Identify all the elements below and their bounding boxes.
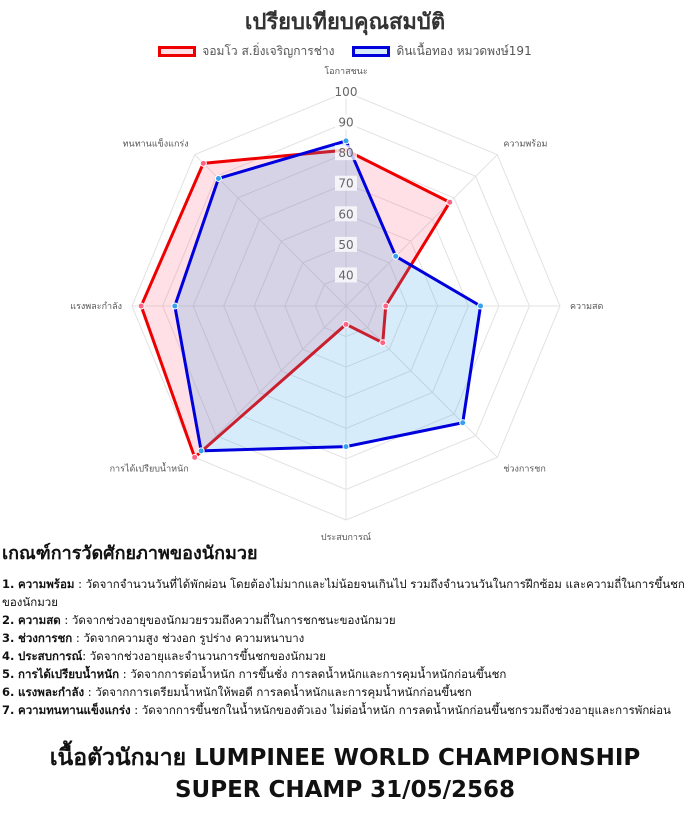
criteria-item-2 bbox=[2, 611, 686, 629]
radar-chart bbox=[0, 60, 690, 543]
footer-line-2: SUPER CHAMP 31/05/2568 bbox=[174, 777, 516, 803]
criteria-item-6 bbox=[2, 683, 686, 701]
tick-label: 40 bbox=[338, 268, 354, 283]
footer-line-1: เนื้อตัวนักมาย LUMPINEE WORLD CHAMPIONSHIP bbox=[49, 745, 641, 771]
criteria-item-5 bbox=[2, 665, 686, 683]
criteria-section bbox=[2, 538, 686, 719]
criteria-term: ความพร้อม bbox=[18, 577, 75, 591]
series-1-point bbox=[343, 321, 349, 327]
axis-label: การได้เปรียบน้ำหนัก bbox=[109, 464, 189, 475]
criteria-desc: : วัดจากความสูง ช่วงอก รูปร่าง ความหนาบาง bbox=[72, 631, 305, 645]
criteria-num: 2. bbox=[2, 613, 15, 627]
criteria-num: 3. bbox=[2, 631, 15, 645]
criteria-desc: : วัดจากช่วงอายุของนักมวยรวมถึงความถี่ในการชกชนะของนักมวย bbox=[60, 613, 396, 627]
tick-label: 50 bbox=[338, 237, 354, 252]
criteria-num: 7. bbox=[2, 703, 15, 717]
axis-label: ความพร้อม bbox=[503, 139, 548, 150]
series-2-point bbox=[343, 138, 349, 144]
series-1-point bbox=[383, 303, 389, 309]
tick-label: 80 bbox=[338, 146, 354, 161]
legend-swatch-series-1 bbox=[158, 46, 196, 57]
criteria-item-1 bbox=[2, 575, 686, 611]
series-2-point bbox=[198, 448, 204, 454]
criteria-term: แรงพละกำลัง bbox=[18, 685, 85, 699]
series-1-point bbox=[138, 303, 144, 309]
tick-label: 90 bbox=[338, 115, 354, 130]
axis-label: ประสบการณ์ bbox=[320, 533, 372, 543]
axis-label: ช่วงการชก bbox=[503, 464, 546, 475]
criteria-term: ความทนทานแข็งแกร่ง bbox=[18, 703, 131, 717]
criteria-term: ประสบการณ์ bbox=[18, 649, 83, 663]
criteria-num: 6. bbox=[2, 685, 15, 699]
criteria-desc: : วัดจากการขึ้นชกในน้ำหนักของตัวเอง ไม่ต่อน้ำหนัก การลดน้ำหนักก่อนขึ้นชกรวมถึงช่วงอายุและการพักผ่อน bbox=[130, 703, 671, 717]
tick-label: 70 bbox=[338, 176, 354, 191]
legend-item-series-1[interactable] bbox=[158, 42, 334, 61]
legend-swatch-series-2 bbox=[352, 46, 390, 57]
criteria-term: การได้เปรียบน้ำหนัก bbox=[18, 667, 120, 681]
chart-title: เปรียบเทียบคุณสมบัติ bbox=[244, 10, 446, 35]
axis-label: โอกาสชนะ bbox=[324, 67, 368, 77]
criteria-item-3 bbox=[2, 629, 686, 647]
criteria-item-4 bbox=[2, 647, 686, 665]
tick-label: 100 bbox=[334, 85, 358, 99]
legend-label-series-1: จอมโว ส.ยิ่งเจริญการช่าง bbox=[202, 44, 335, 58]
criteria-desc: : วัดจากจำนวนวันที่ได้พักผ่อน โดยต้องไม่มากและไม่น้อยจนเกินไป รวมถึงจำนวนวันในการฝึกซ้อม และความถี่ในการขึ้นชกของนักมวย bbox=[2, 577, 685, 609]
criteria-desc: : วัดจากช่วงอายุและจำนวนการขึ้นชกของนักมวย bbox=[82, 649, 326, 663]
criteria-num: 5. bbox=[2, 667, 15, 681]
legend-label-series-2: ดินเนื้อทอง หมวดพงษ์191 bbox=[396, 44, 532, 58]
axis-label: ความสด bbox=[570, 302, 604, 312]
series-2-point bbox=[478, 303, 484, 309]
criteria-list bbox=[2, 575, 686, 719]
criteria-num: 4. bbox=[2, 649, 15, 663]
criteria-term: ความสด bbox=[18, 613, 61, 627]
criteria-desc: : วัดจากการเตรียมน้ำหนักให้พอดี การลดน้ำหนักและการคุมน้ำหนักก่อนขึ้นชก bbox=[84, 685, 472, 699]
series-1-point bbox=[192, 454, 198, 460]
criteria-num: 1. bbox=[2, 577, 15, 591]
criteria-desc: : วัดจากการต่อน้ำหนัก การขึ้นชั่ง การลดน้ำหนักและการคุมน้ำหนักก่อนขึ้นชก bbox=[119, 667, 507, 681]
axis-label: ทนทานแข็งแกร่ง bbox=[122, 139, 189, 150]
series-2-point bbox=[343, 444, 349, 450]
tick-label: 60 bbox=[338, 207, 354, 222]
series-2-point bbox=[460, 420, 466, 426]
criteria-item-7 bbox=[2, 701, 686, 719]
event-footer bbox=[0, 742, 690, 806]
series-2-point bbox=[215, 175, 221, 181]
series-2-point bbox=[393, 253, 399, 259]
series-1-point bbox=[380, 340, 386, 346]
legend-item-series-2[interactable] bbox=[352, 42, 531, 61]
criteria-heading: เกณฑ์การวัดศักยภาพของนักมวย bbox=[2, 543, 258, 564]
series-1-point bbox=[447, 199, 453, 205]
criteria-term: ช่วงการชก bbox=[18, 631, 73, 645]
series-2-area bbox=[175, 141, 481, 451]
series-2-point bbox=[172, 303, 178, 309]
chart-legend bbox=[0, 42, 690, 61]
axis-label: แรงพละกำลัง bbox=[70, 302, 122, 312]
series-1-point bbox=[200, 160, 206, 166]
